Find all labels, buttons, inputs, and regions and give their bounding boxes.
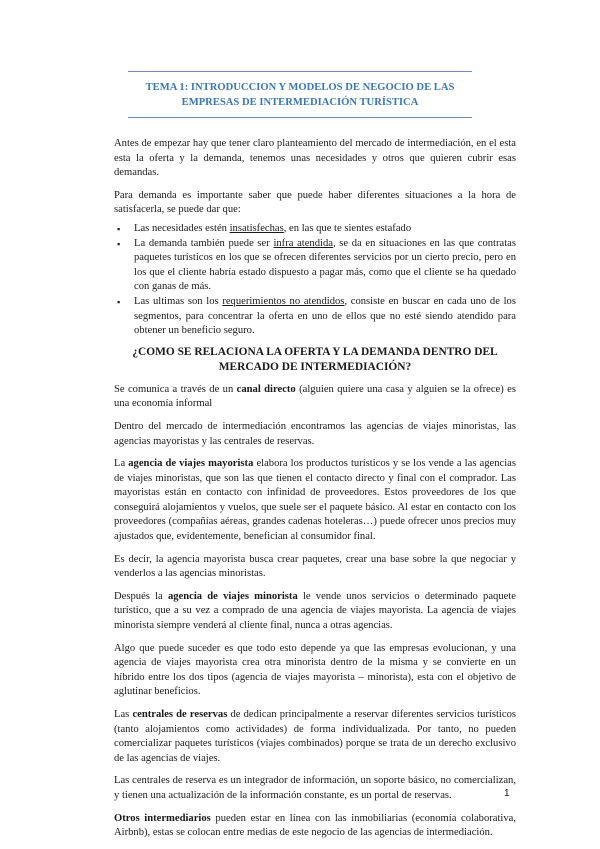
list-item: ▪ Las necesidades estén insatisfechas, en las que te sientes estafado — [114, 222, 516, 237]
document-title — [120, 80, 480, 110]
list-item: ▪ La demanda también puede ser infra atendida, se da en situaciones en las que contratas paquetes turísticos en los que se ofrecen diferentes servicios por un cierto precio, pero en los que el cliente habría estado dispuesto a pagar más, como que el cliente se ha quedado con ganas de más. — [114, 237, 516, 295]
title-rule-top — [128, 71, 472, 72]
paragraph-centrales-info: Las centrales de reserva es un integrador de información, un soporte básico, no comercializan, y tienen una actualización de la información constante, es un portal de reservas. — [114, 775, 516, 801]
paragraph-mercado: Dentro del mercado de intermediación encontramos las agencias de viajes minoristas, las agencias mayoristas y las centrales de reservas. — [114, 420, 516, 447]
paragraph-hibrido: Algo que puede suceder es que todo esto depende ya que las empresas evolucionan, y una agencia de viajes mayorista crea otra minorista dentro de la misma y se convierte en un híbrido entre los dos tipos (agencia de viajes mayorista – minorista), esta con el objetivo de aglutinar beneficios. — [114, 642, 516, 698]
title-line-2: EMPRESAS DE INTERMEDIACIÓN TURÍSTICA — [181, 97, 419, 108]
section-heading: ¿COMO SE RELACIONA LA OFERTA Y LA DEMANDA DENTRO DEL MERCADO DE INTERMEDIACIÓN? — [132, 345, 498, 373]
paragraph-centrales: Las centrales de reservas de dedican principalmente a reservar diferentes servicios turísticos (tanto alojamientos como actividades) de forma individualizada. Por tanto, no pueden comercializar paquetes turísticos (viajes combinados) porque se trata de un derecho exclusivo de las agencias de viajes. — [114, 709, 516, 764]
list-item: ▪ Las ultimas son los requerimientos no atendidos, consiste en buscar en cada uno de los segmentos, para concentrar la oferta en uno de ellos que no esté siendo atendido para obtener un beneficio seguro. — [114, 295, 516, 339]
paragraph-canal-directo: Se comunica a través de un canal directo (alguien quiere una casa y alguien se la ofrece) es una economía informal — [114, 383, 516, 410]
paragraph-es-decir: Es decir, la agencia mayorista busca crear paquetes, crear una base sobre la que negociar y venderlos a las agencias minoristas. — [114, 553, 516, 580]
paragraph-demand: Para demanda es importante saber que puede haber diferentes situaciones a la hora de satisfacerla, se puede dar que: — [114, 189, 516, 216]
paragraph-mayorista: La agencia de viajes mayorista elabora los productos turísticos y se los vende a las agencias de viajes minoristas, que son las que tienen el contacto directo y final con el comprador. Las mayoristas están en contacto con infinidad de proveedores. Estos proveedores de los que conseguirá alojamientos y vuelos, que suele ser el paquete básico. Al estar en contacto con los proveedores (compañías aéreas, grandes cadenas hoteleras…) puede ofrecer unos precios muy ajustados que, evidentemente, benefician al consumidor final. — [114, 458, 516, 543]
demand-situations-list — [114, 222, 516, 339]
title-line-1: TEMA 1: INTRODUCCION Y MODELOS DE NEGOCIO DE LAS — [145, 82, 455, 93]
document-body — [114, 137, 516, 849]
paragraph-intro: Antes de empezar hay que tener claro planteamiento del mercado de intermediación, en el esta esta la oferta y la demanda, tenemos unas necesidades y otros que quieren cubrir esas demandas. — [114, 138, 516, 179]
paragraph-minorista: Después la agencia de viajes minorista le vende unos servicios o determinado paquete turístico, que a su vez a comprado de una agencia de viajes mayorista. La agencia de viajes minorista siempre venderá al cliente final, nunca a otras agencias. — [114, 590, 516, 632]
page-number: 1 — [504, 788, 510, 799]
paragraph-otros: Otros intermediarios pueden estar en línea con las inmobiliarias (economía colaborativa, Airbnb), estas se colocan entre medias de este negocio de las agencias de intermediación. — [114, 812, 517, 839]
title-rule-bottom — [128, 117, 472, 118]
